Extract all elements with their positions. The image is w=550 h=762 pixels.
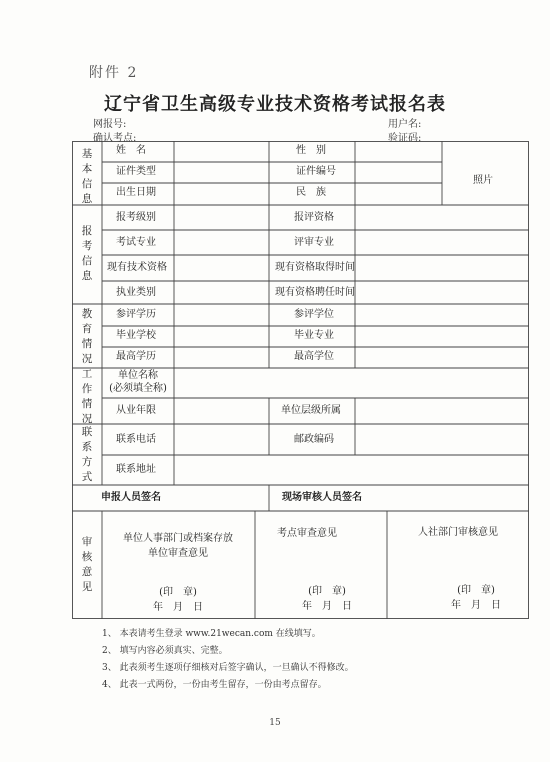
page-number: 15: [269, 718, 281, 728]
label-work-years: 从业年限: [116, 405, 156, 416]
label-postcode: 邮政编码: [294, 434, 334, 445]
note-item: 2、 填写内容必须真实、完整。: [102, 646, 228, 656]
verify-code-label: 验证码:: [388, 133, 422, 144]
section-education: 教育情况: [81, 308, 93, 365]
unit-date: 年 月 日: [153, 602, 203, 613]
label-exam-level: 报考级别: [116, 212, 156, 223]
attachment-label: 附件 2: [89, 65, 139, 81]
label-onsite-sign: 现场审核人员签名: [282, 492, 362, 503]
section-review: 审核意见: [81, 536, 93, 593]
label-review-major: 评审专业: [294, 237, 334, 248]
label-qual-time: 现有资格取得时间: [275, 262, 355, 273]
label-unit-level: 单位层级所属: [281, 405, 341, 416]
site-date: 年 月 日: [302, 601, 352, 612]
note-item: 1、 本表请考生登录 www.21wecan.com 在线填写。: [102, 629, 321, 639]
hr-date: 年 月 日: [451, 600, 501, 611]
label-ethnicity: 民 族: [296, 187, 326, 198]
label-site-review: 考点审查意见: [277, 528, 337, 539]
label-name: 姓 名: [116, 145, 146, 156]
label-hire-time: 现有资格聘任时间: [275, 287, 355, 298]
label-unit-name-note: (必须填全称): [109, 383, 167, 394]
label-grad-major: 毕业专业: [294, 330, 334, 341]
section-work: 工作情况: [81, 368, 93, 425]
unit-seal: (印 章): [159, 587, 197, 598]
label-review-qual: 报评资格: [294, 212, 334, 223]
label-id-no: 证件编号: [296, 166, 336, 177]
confirm-site-label: 确认考点:: [93, 133, 137, 144]
label-address: 联系地址: [116, 464, 156, 475]
label-current-qual: 现有技术资格: [107, 262, 167, 273]
label-gender: 性 别: [296, 145, 326, 156]
section-contact: 联系方式: [81, 426, 93, 483]
section-basic-info: 基本信息: [81, 148, 93, 205]
notes-list: [102, 626, 354, 694]
label-phone: 联系电话: [116, 434, 156, 445]
registration-form-table: [72, 141, 529, 619]
form-title: 辽宁省卫生高级专业技术资格考试报名表: [104, 94, 446, 115]
section-report-info: 报考信息: [81, 225, 93, 282]
label-practice-type: 执业类别: [116, 287, 156, 298]
note-item: 3、 此表须考生逐项仔细核对后签字确认，一旦确认不得修改。: [102, 663, 354, 673]
label-grad-school: 毕业学校: [116, 330, 156, 341]
photo-placeholder: 照片: [473, 175, 493, 186]
label-top-edu: 最高学历: [116, 351, 156, 362]
label-unit-name: 单位名称: [118, 370, 158, 381]
label-review-edu: 参评学历: [116, 309, 156, 320]
hr-seal: (印 章): [457, 585, 495, 596]
user-name-label: 用户名:: [388, 119, 422, 130]
label-birth: 出生日期: [116, 187, 156, 198]
label-id-type: 证件类型: [116, 166, 156, 177]
net-no-label: 网报号:: [93, 119, 127, 130]
label-unit-review: 单位人事部门或档案存放: [123, 533, 233, 544]
label-review-degree: 参评学位: [294, 309, 334, 320]
label-unit-review-2: 单位审查意见: [148, 548, 208, 559]
label-applicant-sign: 申报人员签名: [101, 492, 161, 503]
label-exam-major: 考试专业: [116, 237, 156, 248]
label-top-degree: 最高学位: [294, 351, 334, 362]
label-hr-review: 人社部门审核意见: [418, 527, 498, 538]
note-item: 4、 此表一式两份，一份由考生留存，一份由考点留存。: [102, 680, 327, 690]
site-seal: (印 章): [308, 586, 346, 597]
